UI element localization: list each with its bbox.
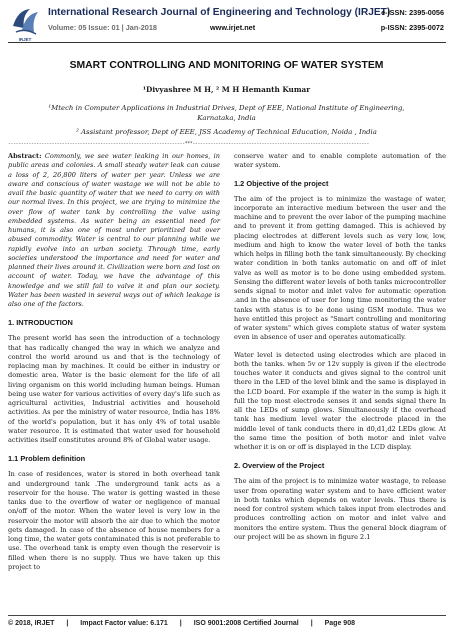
section-separator: ---------------------------------------------------------------------***---------------------------------------------------------------------	[8, 141, 369, 147]
footer-divider	[8, 615, 446, 616]
footer-separator: |	[179, 620, 182, 627]
abstract-text: Commonly, we see water leaking in our homes, in public areas and colonies. A small steady water leak can cause a loss of 2, 26,800 liters of water per year. Unless we are aware and conscious of water wastage we will not be able to avail the basic quantity of water that we need to carry on with our normal lives. In this project, we are trying to minimize the over flow of water tank by controlling the valve using embedded systems. As water being an essential need for humans, it is also one of most under prioritized but over abused commodity. Water is central to our planning while we rapidly evolve into an urban society. Through time, early societies understood the importance and need for water and planned their lives around it. Civilization were born and lost on account of water. Today, we have the advantage of this knowledge and we still fail to valve it and plan our society. Water has been wasted in several ways out of which leakage is also one of the factors.	[8, 152, 220, 308]
footer-impact-factor: Impact Factor value: 6.171	[80, 620, 168, 627]
journal-header	[8, 6, 446, 40]
continuation-paragraph: conserve water and to enable complete automation of the water system.	[234, 152, 446, 170]
footer-separator: |	[310, 620, 313, 627]
footer-iso: ISO 9001:2008 Certified Journal	[193, 620, 299, 627]
pissn: p-ISSN: 2395-0072	[380, 23, 444, 32]
volume-issue: Volume: 05 Issue: 01 | Jan-2018	[48, 23, 157, 32]
paper-title: SMART CONTROLLING AND MONITORING OF WATER SYSTEM	[69, 60, 384, 71]
intro-paragraph: The present world has seen the introduction of a technology that has radically changed the way in which we analyze and control the world around us and that is the technology of replacing man by machines. It could be either in industry or domestic area. Water is the basic element for the life of all living organism on this world including human beings. Human being use water for various activities of every day's life such as agricultural activities, Industrial activities and household activities. As per the ministry of water resource, India has 18% of the world's population, but it has only 4% of total usable water resource. It is estimated that water used for household activities itself constitutes around 8% of Global water usage.	[8, 334, 220, 444]
footer-separator: |	[66, 620, 69, 627]
logo-text: IRJET	[18, 37, 32, 42]
journal-website-link[interactable]: www.irjet.net	[210, 23, 256, 32]
irjet-logo-icon	[10, 6, 40, 38]
footer-copyright: © 2018, IRJET	[8, 620, 55, 627]
problem-paragraph: In case of residences, water is stored in both overhead tank and underground tank .The underground tank acts as a reservoir for the house. The water is getting wasted in these tanks due to the overflow of water or negligence of manual on/off of the motor. When the water level is very low in the reservoir the motor will absorb the air due to which the motor gets damaged. In case of the absence of house members for a long time, the water gets contaminated this is not preferable to use. The overhead tank is empty even though the reservoir is filled when there is no supply. Thus we have taken up this project to	[8, 470, 220, 571]
objective-paragraph-2: Water level is detected using electrodes which are placed in both the tanks. when 5v or 12v supply is given if the electrode touches water it conducts and gives signal to the control unit there in the LED of the level blink and the same is displayed in the LCD board. For example if the water in the sump is high it full the top most electrode senses it and sends signal there In all the LEDs of sump glows. Simultaneously if the overhead tank has medium level water the electrode placed in the middle level of tank conducts there in d0,d1,d2 LEDs glow. At the same time the position of both motor and inlet valve whether it is on or off is displayed in the LCD display.	[234, 350, 446, 451]
journal-title: International Research Journal of Engineering and Technology (IRJET)	[48, 7, 391, 18]
left-column	[8, 152, 220, 572]
objective-paragraph: The aim of the project is to minimize the wastage of water, incorporate an interactive medium between the user and the machine and to prevent the over labor of the pumping machine and to prevent it from getting damaged. This is achieved by placing electrodes at different levels such as very low, low, medium and high to know the water level of both the tanks which helps in filling both the tank simultaneously. By checking water condition in both tanks automatic on and off of inlet valve as well as motor is to be done using embedded system. Sensing the different water levels of both tanks microcontroller sends signal to motor and inlet valve for automatic operation .and in the absence of user for long time monitoring the water tanks with status is to be done using GSM module. Thus we have entitled this project as "Smart controlling and monitoring of water system" which gives complete status of water system even in absence of user and operates automatically.	[234, 194, 446, 342]
affiliation-2: ² Assistant professor, Dept of EEE, JSS Academy of Technical Education, Noida , India	[76, 128, 377, 136]
abstract-label: Abstract:	[8, 152, 42, 160]
page-footer	[8, 620, 446, 627]
paper-authors: ¹Divyashree M H, ² M H Hemanth Kumar	[142, 85, 311, 94]
heading-problem-definition: 1.1 Problem definition	[8, 454, 86, 464]
eissn: e-ISSN: 2395-0056	[381, 8, 444, 17]
header-divider	[8, 42, 446, 43]
affiliation-1: ¹Mtech in Computer Applications in Industrial Drives, Dept of EEE, National Institute of Engineering, Karnataka, India	[48, 104, 405, 122]
footer-page-number: Page 908	[324, 620, 355, 627]
right-column	[234, 152, 446, 542]
overview-paragraph: The aim of the project is to minimize water wastage, to release user from operating water system and to have efficient water in both tanks which depends on water levels. Thus there is need for control system which takes input from electrodes and produces controlling action on motor and inlet valve and monitors the entire system. Thus the general block diagram of our project will be as shown in figure 2.1	[234, 477, 446, 541]
heading-objective: 1.2 Objective of the project	[234, 178, 329, 188]
heading-introduction: 1. INTRODUCTION	[8, 318, 73, 328]
abstract	[8, 152, 220, 309]
heading-overview: 2. Overview of the Project	[234, 461, 325, 471]
